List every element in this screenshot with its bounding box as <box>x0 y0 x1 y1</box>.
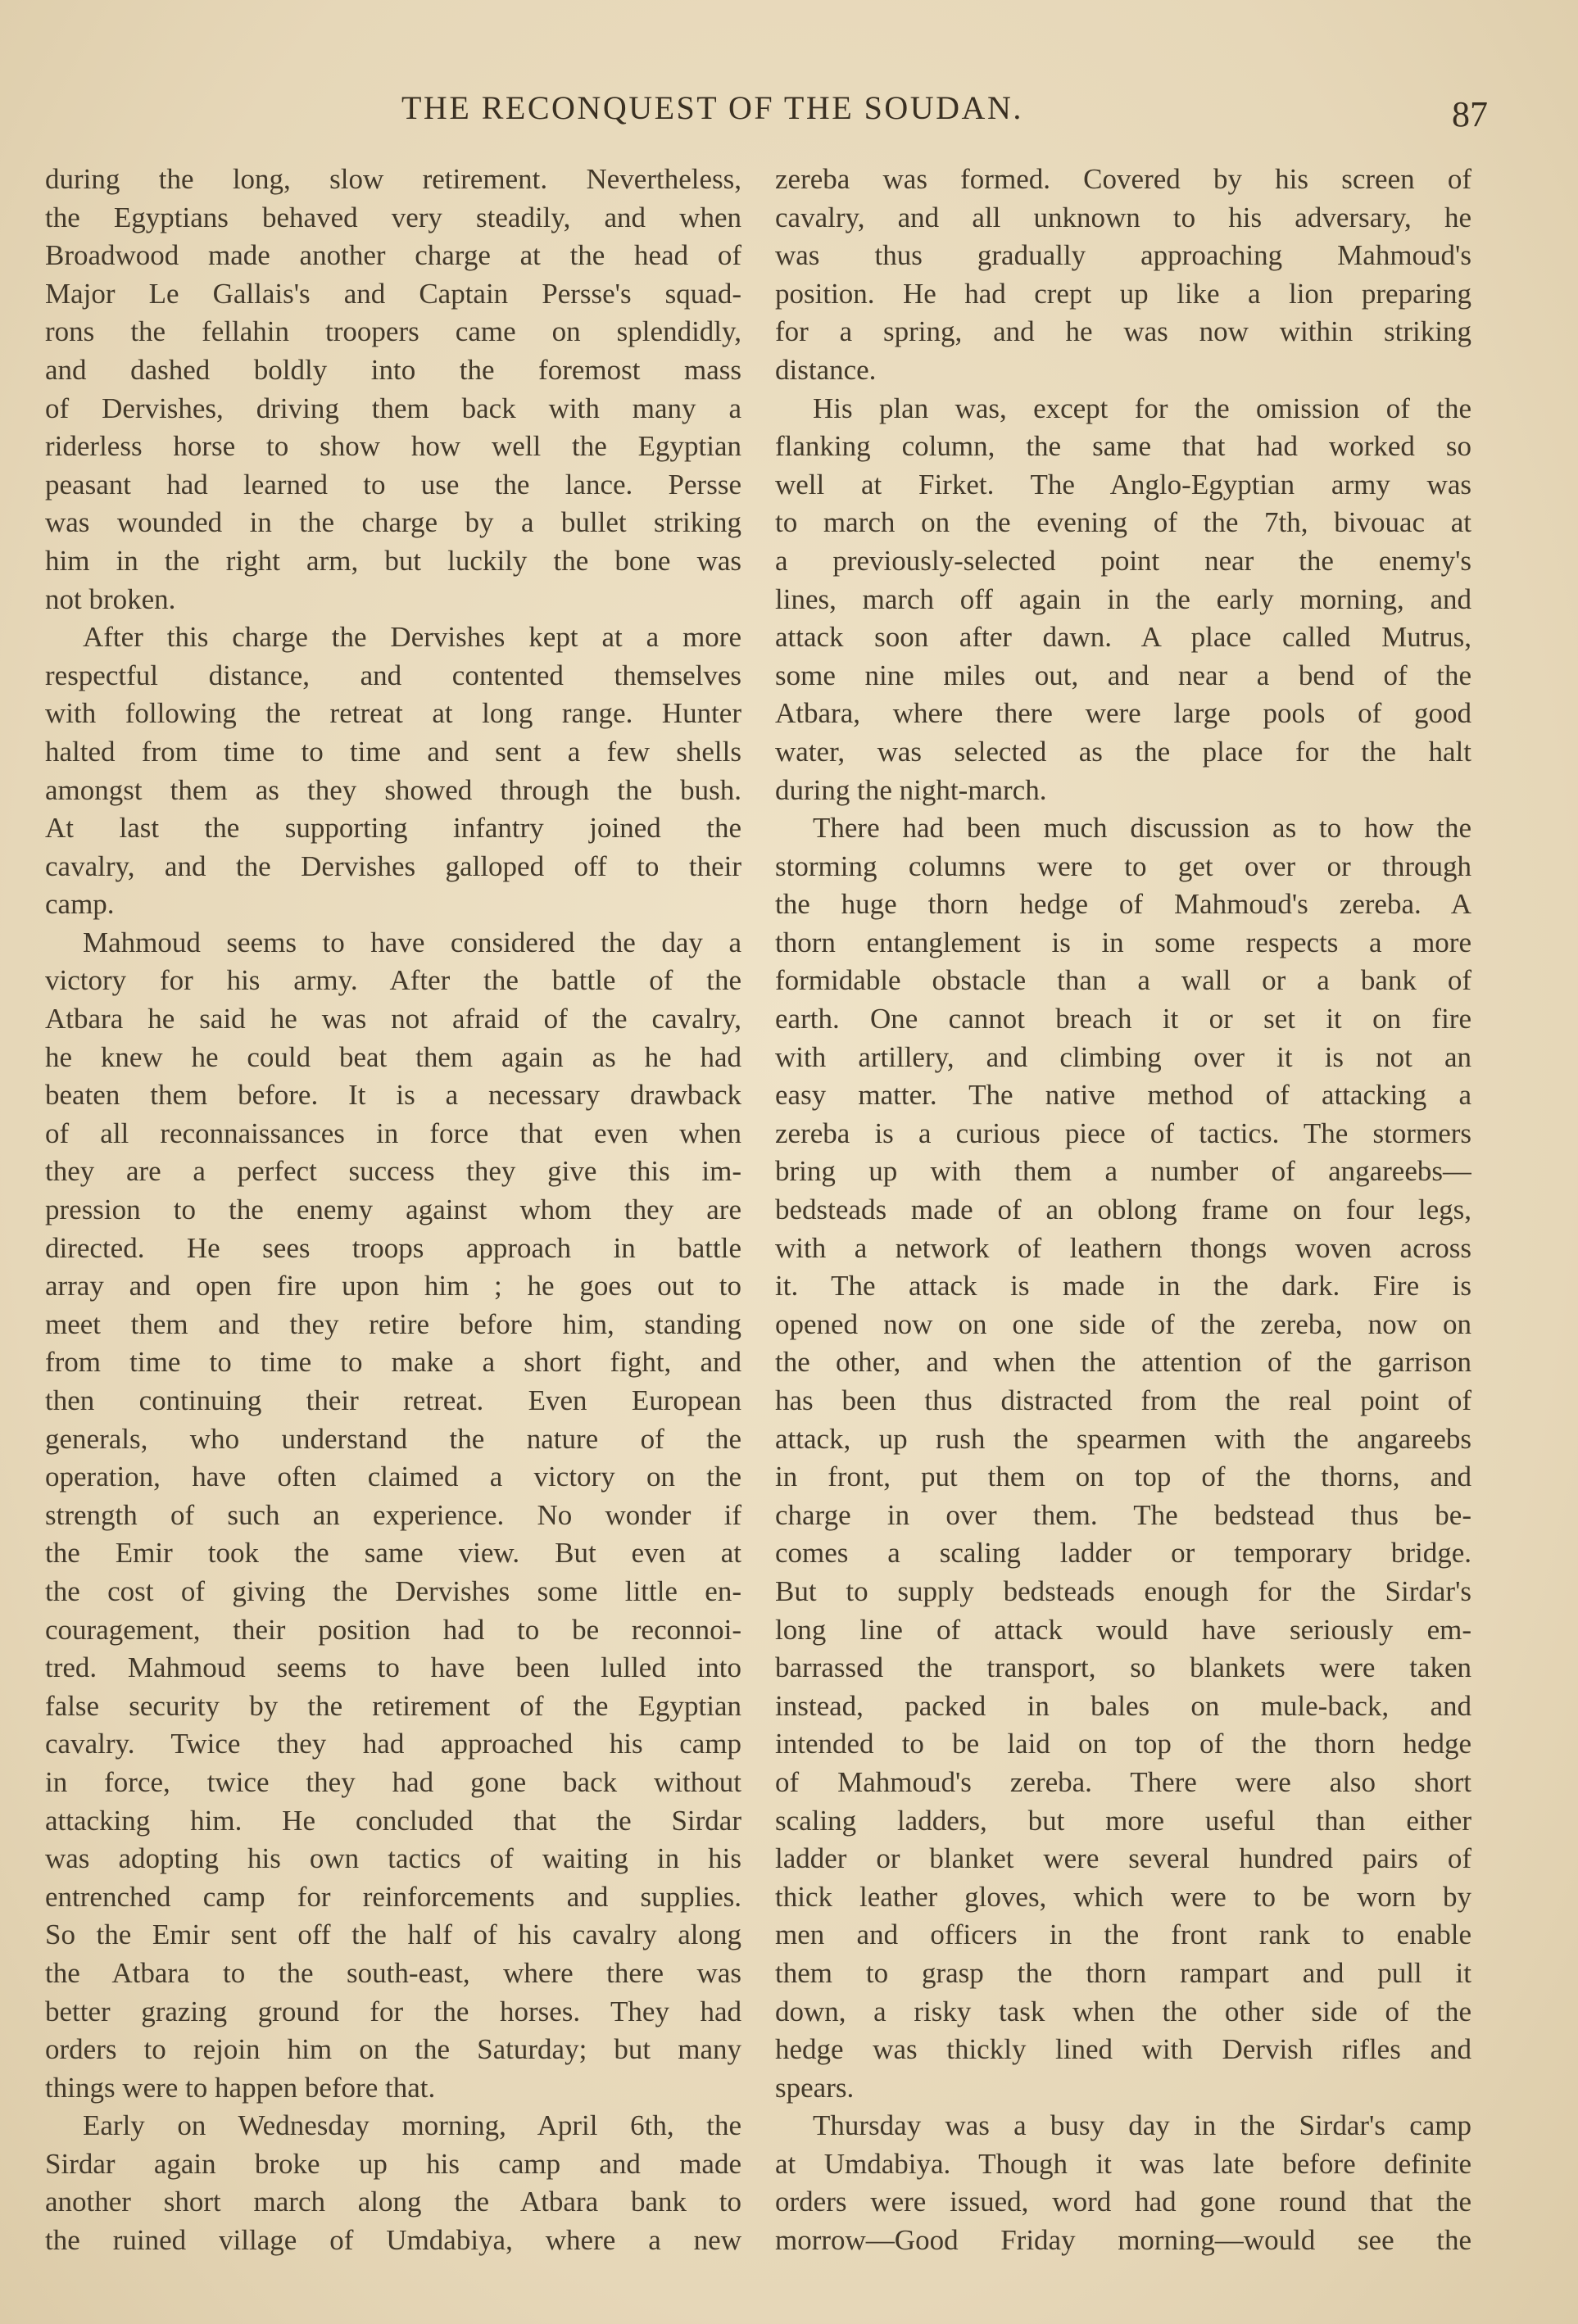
page-header <box>0 88 1578 138</box>
text-line: of all reconnaissances in force that even when <box>45 1117 741 1149</box>
text-line: rons the fellahin troopers came on splendidly, <box>45 315 741 348</box>
text-line: Early on Wednesday morning, April 6th, the <box>83 2109 741 2142</box>
text-line: peasant had learned to use the lance. Persse <box>45 468 741 501</box>
text-line: orders to rejoin him on the Saturday; but many <box>45 2033 741 2066</box>
text-line: orders were issued, word had gone round that the <box>775 2186 1471 2218</box>
page-number: 87 <box>1452 94 1488 134</box>
text-line: the ruined village of Umdabiya, where a new <box>45 2224 741 2257</box>
text-line: they are a perfect success they give this im- <box>45 1155 741 1188</box>
text-line: His plan was, except for the omission of the <box>813 392 1471 424</box>
text-line: pression to the enemy against whom they are <box>45 1194 741 1226</box>
text-line: well at Firket. The Anglo-Egyptian army was <box>775 468 1471 501</box>
text-line: bring up with them a number of angareebs— <box>775 1155 1471 1188</box>
text-line: tred. Mahmoud seems to have been lulled into <box>45 1651 741 1684</box>
text-line: for a spring, and he was now within striking <box>775 315 1471 348</box>
text-line: from time to time to make a short fight, and <box>45 1346 741 1379</box>
text-line: has been thus distracted from the real point of <box>775 1384 1471 1416</box>
text-line: to march on the evening of the 7th, bivouac at <box>775 506 1471 539</box>
text-line: a previously-selected point near the enemy's <box>775 544 1471 577</box>
text-line: during the night-march. <box>775 773 1047 806</box>
text-line: halted from time to time and sent a few shells <box>45 735 741 768</box>
text-line: the other, and when the attention of the garrison <box>775 1346 1471 1379</box>
text-line: respectful distance, and contented themselves <box>45 659 741 691</box>
text-line: earth. One cannot breach it or set it on fire <box>775 1003 1471 1035</box>
text-line: So the Emir sent off the half of his cavalry along <box>45 1919 741 1951</box>
text-line: intended to be laid on top of the thorn hedge <box>775 1728 1471 1760</box>
text-line: There had been much discussion as to how the <box>813 812 1471 845</box>
text-line: strength of such an experience. No wonder if <box>45 1498 741 1531</box>
text-line: storming columns were to get over or through <box>775 849 1471 882</box>
text-line: distance. <box>775 353 877 386</box>
text-line: easy matter. The native method of attacking a <box>775 1079 1471 1112</box>
text-line: attacking him. He concluded that the Sirdar <box>45 1804 741 1837</box>
text-line: in force, twice they had gone back without <box>45 1765 741 1798</box>
text-line: operation, have often claimed a victory on the <box>45 1461 741 1493</box>
text-line: beaten them before. It is a necessary drawback <box>45 1079 741 1112</box>
text-line: he knew he could beat them again as he had <box>45 1040 741 1073</box>
text-line: the Atbara to the south-east, where there was <box>45 1956 741 1989</box>
text-line: with following the retreat at long range. Hunter <box>45 697 741 730</box>
text-line: with a network of leathern thongs woven across <box>775 1231 1471 1264</box>
text-line: cavalry, and all unknown to his adversary, he <box>775 201 1471 233</box>
text-line: not broken. <box>45 582 176 615</box>
text-line: them to grasp the thorn rampart and pull it <box>775 1956 1471 1989</box>
text-line: then continuing their retreat. Even European <box>45 1384 741 1416</box>
text-line: cavalry, and the Dervishes galloped off to their <box>45 849 741 882</box>
text-line: men and officers in the front rank to enable <box>775 1919 1471 1951</box>
text-line: bedsteads made of an oblong frame on four legs, <box>775 1194 1471 1226</box>
text-line: But to supply bedsteads enough for the Sirdar's <box>775 1574 1471 1607</box>
left-text-column <box>45 161 741 2260</box>
text-line: generals, who understand the nature of the <box>45 1422 741 1455</box>
text-line: Sirdar again broke up his camp and made <box>45 2147 741 2180</box>
running-title: THE RECONQUEST OF THE SOUDAN. <box>401 89 1023 126</box>
text-line: couragement, their position had to be reconnoi- <box>45 1613 741 1646</box>
text-line: entrenched camp for reinforcements and supplies. <box>45 1880 741 1913</box>
text-line: during the long, slow retirement. Nevertheless, <box>45 163 741 195</box>
text-line: cavalry. Twice they had approached his camp <box>45 1728 741 1760</box>
text-line: ladder or blanket were several hundred pairs of <box>775 1842 1471 1875</box>
text-line: Broadwood made another charge at the head of <box>45 239 741 272</box>
text-line: down, a risky task when the other side of the <box>775 1995 1471 2027</box>
text-line: of Mahmoud's zereba. There were also short <box>775 1765 1471 1798</box>
text-line: barrassed the transport, so blankets were taken <box>775 1651 1471 1684</box>
text-line: at Umdabiya. Though it was late before definite <box>775 2147 1471 2180</box>
text-line: position. He had crept up like a lion preparing <box>775 277 1471 310</box>
text-line: camp. <box>45 888 115 921</box>
text-line: opened now on one side of the zereba, now on <box>775 1307 1471 1340</box>
text-line: Mahmoud seems to have considered the day a <box>83 926 741 958</box>
text-line: scaling ladders, but more useful than either <box>775 1804 1471 1837</box>
text-line: the huge thorn hedge of Mahmoud's zereba. A <box>775 888 1471 921</box>
text-line: meet them and they retire before him, standing <box>45 1307 741 1340</box>
text-line: things were to happen before that. <box>45 2071 436 2104</box>
text-line: morrow—Good Friday morning—would see the <box>775 2224 1471 2257</box>
text-line: Atbara he said he was not afraid of the cavalry, <box>45 1003 741 1035</box>
text-line: and dashed boldly into the foremost mass <box>45 353 741 386</box>
text-line: riderless horse to show how well the Egyptian <box>45 430 741 463</box>
text-line: hedge was thickly lined with Dervish rifles and <box>775 2033 1471 2066</box>
text-line: spears. <box>775 2071 855 2104</box>
text-line: him in the right arm, but luckily the bone was <box>45 544 741 577</box>
text-line: formidable obstacle than a wall or a bank of <box>775 964 1471 997</box>
text-line: flanking column, the same that had worked so <box>775 430 1471 463</box>
right-text-column <box>775 161 1471 2260</box>
text-line: the Egyptians behaved very steadily, and when <box>45 201 741 233</box>
text-line: false security by the retirement of the Egyptian <box>45 1689 741 1722</box>
text-line: was thus gradually approaching Mahmoud's <box>775 239 1471 272</box>
text-line: long line of attack would have seriously em- <box>775 1613 1471 1646</box>
text-line: of Dervishes, driving them back with many a <box>45 392 741 424</box>
text-line: was wounded in the charge by a bullet striking <box>45 506 741 539</box>
text-line: lines, march off again in the early morning, and <box>775 582 1471 615</box>
text-line: At last the supporting infantry joined the <box>45 812 741 845</box>
text-line: thick leather gloves, which were to be worn by <box>775 1880 1471 1913</box>
text-line: some nine miles out, and near a bend of the <box>775 659 1471 691</box>
text-line: another short march along the Atbara bank to <box>45 2186 741 2218</box>
text-line: the cost of giving the Dervishes some little en- <box>45 1574 741 1607</box>
text-line: charge in over them. The bedstead thus be- <box>775 1498 1471 1531</box>
text-line: comes a scaling ladder or temporary bridge. <box>775 1537 1471 1570</box>
text-line: array and open fire upon him ; he goes out to <box>45 1270 741 1302</box>
text-line: directed. He sees troops approach in battle <box>45 1231 741 1264</box>
text-line: zereba is a curious piece of tactics. The stormers <box>775 1117 1471 1149</box>
text-line: the Emir took the same view. But even at <box>45 1537 741 1570</box>
text-line: better grazing ground for the horses. They had <box>45 1995 741 2027</box>
text-line: attack, up rush the spearmen with the angareebs <box>775 1422 1471 1455</box>
text-line: victory for his army. After the battle of the <box>45 964 741 997</box>
text-line: After this charge the Dervishes kept at a more <box>83 621 741 654</box>
text-line: it. The attack is made in the dark. Fire is <box>775 1270 1471 1302</box>
text-line: with artillery, and climbing over it is not an <box>775 1040 1471 1073</box>
text-line: Thursday was a busy day in the Sirdar's camp <box>813 2109 1471 2142</box>
text-line: Major Le Gallais's and Captain Persse's squad- <box>45 277 741 310</box>
text-line: instead, packed in bales on mule-back, and <box>775 1689 1471 1722</box>
text-line: attack soon after dawn. A place called Mutrus, <box>775 621 1471 654</box>
text-line: was adopting his own tactics of waiting in his <box>45 1842 741 1875</box>
text-line: Atbara, where there were large pools of good <box>775 697 1471 730</box>
text-line: zereba was formed. Covered by his screen of <box>775 163 1471 195</box>
text-line: in front, put them on top of the thorns, and <box>775 1461 1471 1493</box>
text-line: amongst them as they showed through the bush. <box>45 773 741 806</box>
text-line: thorn entanglement is in some respects a more <box>775 926 1471 958</box>
text-line: water, was selected as the place for the halt <box>775 735 1471 768</box>
